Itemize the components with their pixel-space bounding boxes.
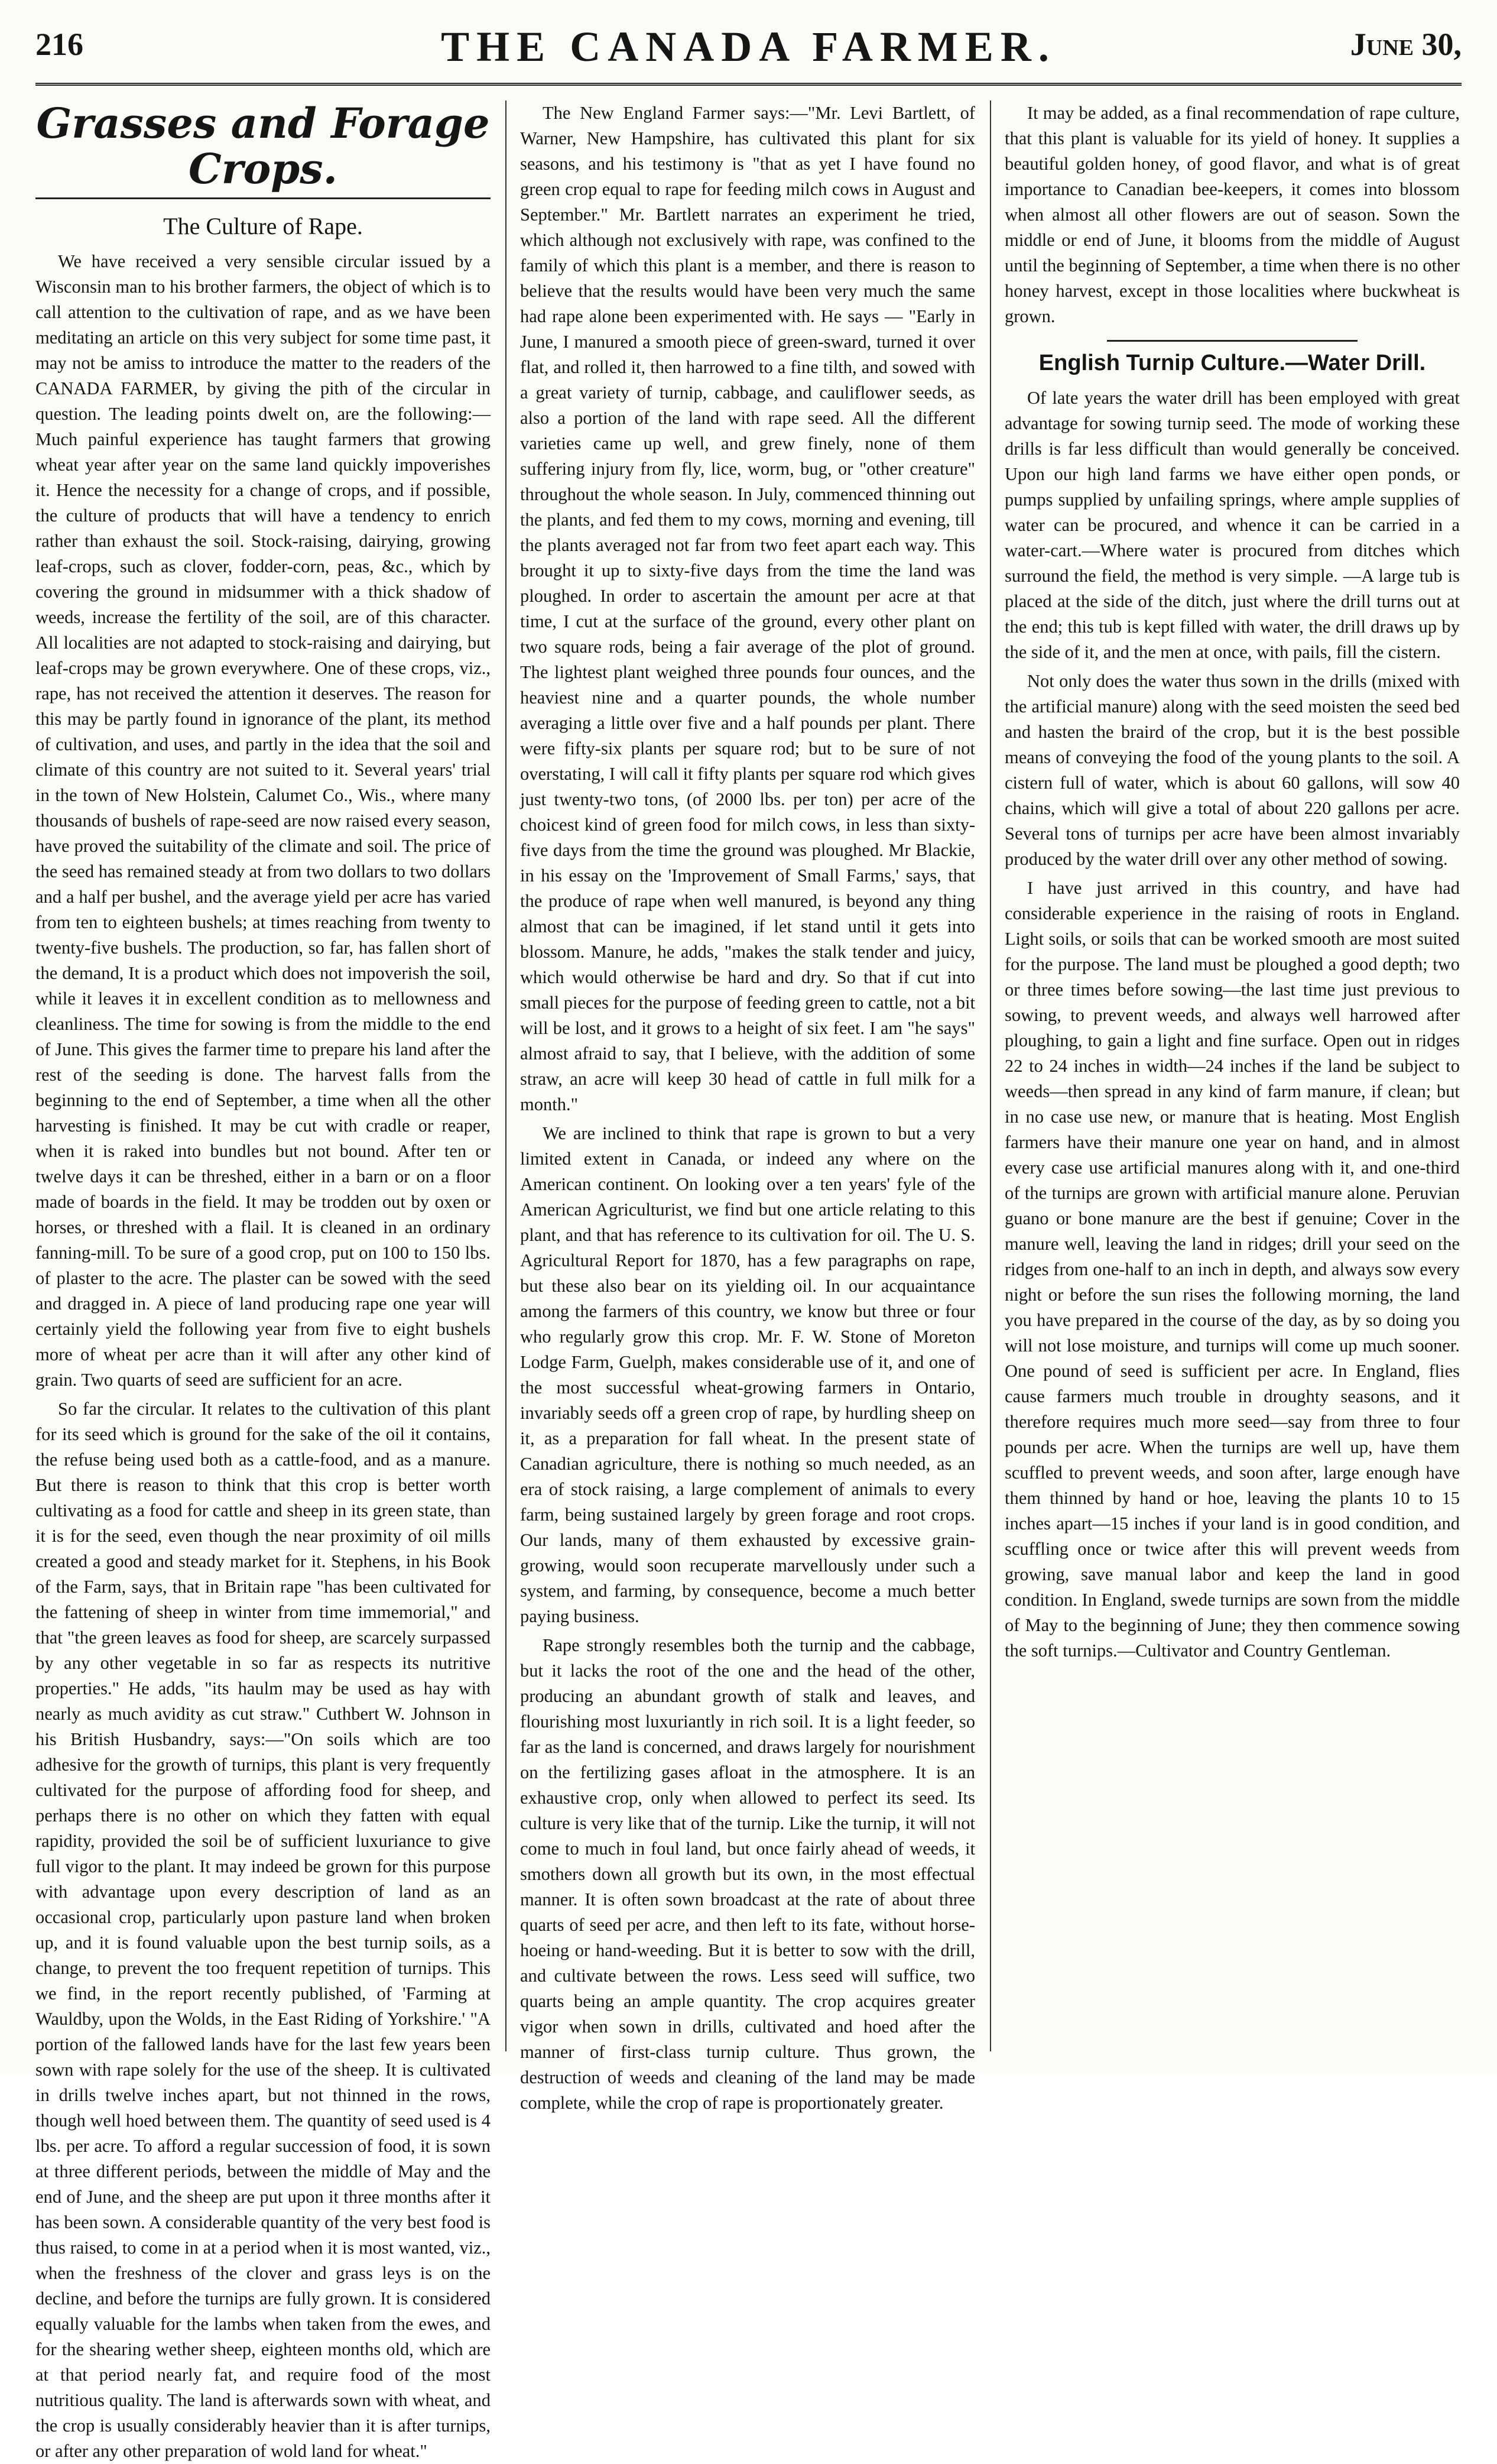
column-3	[1005, 100, 1460, 2051]
paragraph: Not only does the water thus sown in the drills (mixed with the artificial manure) along with the seed moisten the seed bed and hasten the braird of the crop, but it is the best possible means of conveying the food of the young plants to the soil. A cistern full of water, which is about 60 gallons, will sow 40 chains, which will give a total of about 220 gallons per acre. Several tons of turnips per acre have been almost invariably produced by the water drill over any other method of sowing.	[1005, 670, 1460, 869]
header-rule	[35, 83, 1462, 86]
article-body-turnip	[1005, 385, 1460, 1664]
column-rule	[990, 100, 991, 2051]
masthead: THE CANADA FARMER.	[441, 23, 1056, 70]
issue-date: June 30,	[1350, 27, 1462, 62]
column-rule	[505, 100, 506, 2051]
paragraph: Of late years the water drill has been employed with great advantage for sowing turnip seed. The mode of working these drills is far less difficult than would generally be conceived. Upon our high land farms we have either open ponds, or pumps supplied by unfailing springs, where ample supplies of water can be procured, and whence it can be carried in a water-cart.—Where water is procured from ditches which surround the field, the method is very simple. —A large tub is placed at the side of the ditch, just where the drill turns out at the end; this tub is kept filled with water, the drill draws up by the side of it, and the men at once, with pails, fill the cistern.	[1005, 387, 1460, 662]
article-body-rape-part-3	[1005, 100, 1460, 329]
article-divider	[1107, 340, 1358, 342]
article-columns	[35, 99, 1462, 2461]
paragraph: We have received a very sensible circular issued by a Wisconsin man to his brother farmers, the object of which is to call attention to the cultivation of rape, and as we have been meditating an article on this very subject for some time past, it may not be amiss to introduce the matter to the readers of the CANADA FARMER, by giving the pith of the circular in question. The leading points dwelt on, are the following:—Much painful experience has taught farmers that growing wheat year after year on the same land quickly impoverishes it. Hence the necessity for a change of crops, and if possible, the culture of products that will have a tendency to enrich rather than exhaust the soil. Stock-raising, dairying, growing leaf-crops, such as clover, fodder-corn, peas, &c., which by covering the ground in midsummer with a thick shadow of weeds, increase the fertility of the soil, are of this character. All localities are not adapted to stock-raising and dairying, but leaf-crops may be grown everywhere. One of these crops, viz., rape, has not received the attention it deserves. The reason for this may be partly found in ignorance of the plant, its method of cultivation, and uses, and partly in the idea that the soil and climate of this country are not suited to it. Several years' trial in the town of New Holstein, Calumet Co., Wis., where many thousands of bushels of rape-seed are now raised every season, have proved the suitability of the climate and soil. The price of the seed has remained steady at from two dollars to two dollars and a half per bushel, and the average yield per acre has varied from ten to eighteen bushels; at times reaching from twenty to twenty-five bushels. The production, so far, has fallen short of the demand, It is a product which does not impoverish the soil, while it leaves it in excellent condition as to mellowness and cleanliness. The time for sowing is from the middle to the end of June. This gives the farmer time to prepare his land after the rest of the seeding is done. The harvest falls from the beginning to the end of September, a time when all the other harvesting is finished. It may be cut with cradle or reaper, when it is raked into bundles but not bound. After ten or twelve days it can be threshed, either in a barn or on a floor made of boards in the field. It may be trodden out by oxen or horses, or threshed with a flail. It is cleaned in an ordinary fanning-mill. To be sure of a good crop, put on 100 to 150 lbs. of plaster to the acre. The plaster can be sowed with the seed and dragged in. A piece of land producing rape one year will certainly yield the following year from five to eight bushels more of wheat per acre than it will after any other kind of grain. Two quarts of seed are sufficient for an acre.	[35, 251, 491, 1390]
article-title-turnip: English Turnip Culture.—Water Drill.	[1038, 351, 1426, 375]
paragraph: I have just arrived in this country, and have had considerable experience in the raising of roots in England. Light soils, or soils that can be worked smooth are most suited for the purpose. The land must be ploughed a good depth; two or three times before sowing—the last time just previous to sowing, to prevent weeds, and always well harrowed after ploughing, to gain a light and fine surface. Open out in ridges 22 to 24 inches in width—24 inches if the land be subject to weeds—then spread in any kind of farm manure, if clean; but in no case use new, or manure that is heating. Most English farmers have their manure one year on hand, and in almost every case use artificial manures along with it, and one-third of the turnips are grown with artificial manure alone. Peruvian guano or bone manure are the best if genuine; Cover in the manure well, leaving the land in ridges; drill your seed on the ridges from one-half to an inch in depth, and always sow every night or before the sun rises the following morning, the land you have prepared in the course of the day, as by so doing you will not lose moisture, and turnips will come up much sooner. One pound of seed is sufficient per acre. In England, flies cause farmers much trouble in droughty seasons, and it therefore requires much more seed—say from three to four pounds per acre. When the turnips are well up, have them scuffled to prevent weeds, and soon after, large enough have them thinned by hand or hoe, leaving the plants 10 to 15 inches apart—15 inches if your land is in good condition, and scuffling once or twice after this will prevent weeds from growing, save manual labor and keep the land in good condition. In England, swede turnips are sown from the middle of May to the beginning of June; they then commence sowing the soft turnips.—Cultivator and Country Gentleman.	[1005, 877, 1460, 1661]
section-title: Grasses and Forage Crops.	[35, 100, 491, 199]
paragraph: We are inclined to think that rape is grown to but a very limited extent in Canada, or indeed any where on the American continent. On looking over a ten years' fyle of the American Agriculturist, we find but one article relating to this plant, and that has reference to its cultivation for oil. The U. S. Agricultural Report for 1870, has a few paragraphs on rape, but these also bear on its yielding oil. In our acquaintance among the farmers of this country, we know but three or four who regularly grow this crop. Mr. F. W. Stone of Moreton Lodge Farm, Guelph, makes considerable use of it, and one of the most successful wheat-growing farmers in Ontario, invariably seeds off a green crop of rape, by hurdling sheep on it, as a preparation for fall wheat. In the present state of Canadian agriculture, there is nothing so much needed, as an era of stock raising, a large complement of animals to every farm, being sustained largely by green forage and root crops. Our lands, many of them exhausted by excessive grain-growing, would soon recuperate marvellously under such a system, and farming, by consequence, become a much better paying business.	[520, 1123, 975, 1626]
paragraph: So far the circular. It relates to the cultivation of this plant for its seed which is ground for the sake of the oil it contains, the refuse being used both as a cattle-food, and as a manure. But there is reason to think that this crop is better worth cultivating as a food for cattle and sheep in its green state, than it is for the seed, even though the near proximity of oil mills created a good and steady market for it. Stephens, in his Book of the Farm, says, that in Britain rape "has been cultivated for the fattening of sheep in winter from time immemorial," and that "the green leaves as food for sheep, are scarcely surpassed by any other vegetable in so far as respects its nutritive properties." He adds, "its haulm may be used as hay with nearly as much avidity as cut straw." Cuthbert W. Johnson in his British Husbandry, says:—"On soils which are too adhesive for the growth of turnips, this plant is very frequently cultivated for the purpose of affording food for sheep, and perhaps there is no other on which they fatten with equal rapidity, provided the soil be of sufficient luxuriance to give full vigor to the plant. It may indeed be grown for this purpose with advantage upon every description of land as an occasional crop, particularly upon pasture land when broken up, and it is found valuable upon the best turnip soils, as a change, to prevent the too frequent repetition of turnips. This we find, in the report recently published, of 'Farming at Wauldby, upon the Wolds, in the East Riding of Yorkshire.' "A portion of the fallowed lands have for the last few years been sown with rape solely for the use of the sheep. It is cultivated in drills twelve inches apart, but not thinned in the rows, though well hoed between them. The quantity of seed used is 4 lbs. per acre. To afford a regular succession of food, it is sown at three different periods, between the middle of May and the end of June, and the sheep are put upon it three months after it has been sown. A considerable quantity of the very best food is thus raised, to come in at a period when it is most wanted, viz., when the freshness of the clover and grass leys is on the decline, and before the turnips are fully grown. It is considered equally valuable for the lambs when taken from the ewes, and for the shearing wether sheep, eighteen months old, which are at that period nearly fat, and require food of the most nutritious quality. The land is afterwards sown with wheat, and the crop is usually considerably heavier than it is after turnips, or after any other preparation of wold land for wheat."	[35, 1399, 491, 2461]
column-1	[35, 99, 491, 2461]
paragraph: The New England Farmer says:—"Mr. Levi Bartlett, of Warner, New Hampshire, has cultivated this plant for six seasons, and his testimony is "that as yet I have found no green crop equal to rape for feeding milch cows in August and September." Mr. Bartlett narrates an experiment he tried, which although not exclusively with rape, was confined to the family of which this plant is a member, and there is reason to believe that the results would have been very much the same had rape alone been experimented with. He says — "Early in June, I manured a smooth piece of green-sward, turned it over flat, and rolled it, then harrowed to a fine tilth, and sowed with a great variety of turnip, cabbage, and cauliflower seeds, as also a portion of the land with rape seed. All the different varieties came up well, and grew finely, none of them suffering injury from fly, lice, worm, bug, or "other creature" throughout the whole season. In July, commenced thinning out the plants, and fed them to my cows, morning and evening, till the plants averaged not far from two feet apart each way. This brought it up to sixty-five days from the time the land was ploughed. In order to ascertain the amount per acre at that time, I cut at the surface of the ground, every other plant on two square rods, being a fair average of the plot of ground. The lightest plant weighed three pounds four ounces, and the heaviest nine and a quarter pounds, the whole number averaging a little over five and a half pounds per plant. There were fifty-six plants per square rod; but to be sure of not overstating, I will call it fifty plants per square rod which gives just twenty-two tons, (of 2000 lbs. per ton) per acre of the choicest kind of green food for milch cows, in less than sixty-five days from the time the ground was ploughed. Mr Blackie, in his essay on the 'Improvement of Small Farms,' says, that the produce of rape when well manured, is beyond any thing almost that can be imagined, if let stand until it gets into blossom. Manure, he adds, "makes the stalk tender and juicy, which would otherwise be hard and dry. So that if cut into small pieces for the purpose of feeding green to cattle, not a bit will be lost, and it grows to a height of six feet. I am "he says" almost afraid to say, that I believe, with the addition of some straw, an acre will keep 30 head of cattle in full milk for a month."	[520, 103, 975, 1114]
article-title-rape: The Culture of Rape.	[163, 213, 363, 239]
paragraph: Rape strongly resembles both the turnip and the cabbage, but it lacks the root of the one and the head of the other, producing an abundant growth of stalk and leaves, and flourishing most luxuriantly in rich soil. It is a light feeder, so far as the land is concerned, and draws largely for nourishment on the fertilizing gases afloat in the atmosphere. It is an exhaustive crop, only when allowed to perfect its seed. Its culture is very like that of the turnip. Like the turnip, it will not come to much in foul land, but once fairly ahead of weeds, it smothers down all growth but its own, in the most effectual manner. It is often sown broadcast at the rate of about three quarts of seed per acre, and then left to its fate, without horse-hoeing or hand-weeding. But it is better to sow with the drill, and cultivate between the rows. Less seed will suffice, two quarts being an ample quantity. The crop acquires greater vigor when sown in drills, cultivated and hoed after the manner of first-class turnip culture. Thus grown, the destruction of weeds and cleaning of the land may be made complete, while the crop of rape is proportionately greater.	[520, 1635, 975, 2113]
page-number: 216	[35, 27, 83, 62]
article-body-rape-part-2	[520, 100, 975, 2116]
paragraph: It may be added, as a final recommendation of rape culture, that this plant is valuable for its yield of honey. It supplies a beautiful golden honey, of good flavor, and what is of great importance to Canadian bee-keepers, it comes into blossom when almost all other flowers are out of season. Sown the middle or end of June, it blooms from the middle of August until the beginning of September, a time when there is no other honey harvest, except in those localities where buckwheat is grown.	[1005, 103, 1460, 326]
article-body-rape-part-1	[35, 249, 491, 2464]
running-head	[35, 22, 1462, 82]
column-2	[520, 100, 975, 2113]
